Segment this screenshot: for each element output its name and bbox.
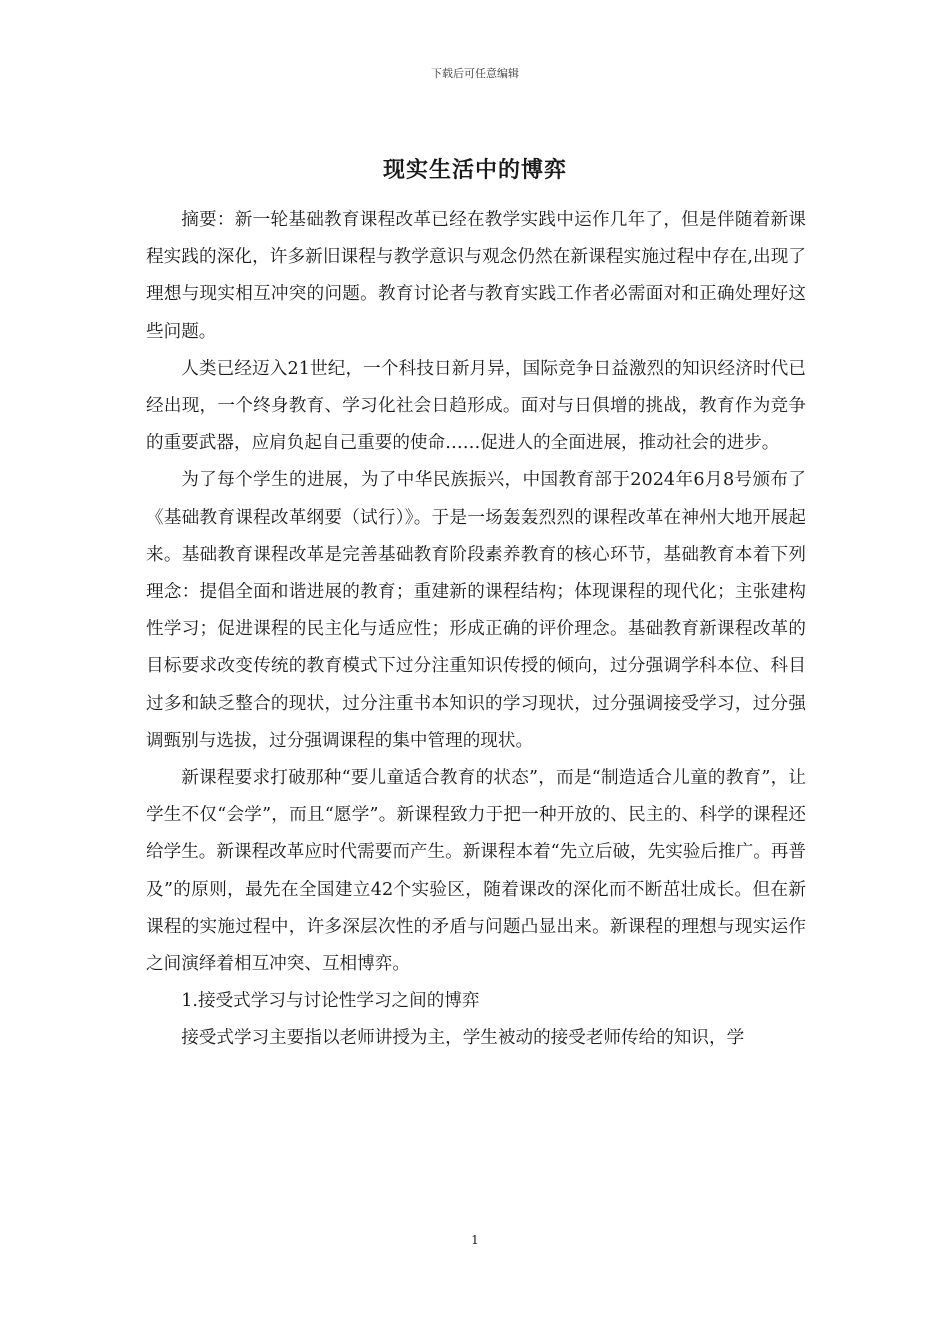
body-paragraph: 人类已经迈入21世纪，一个科技日新月异，国际竞争日益激烈的知识经济时代已经出现，一个终身教育、学习化社会日趋形成。面对与日俱增的挑战，教育作为竞争的重要武器，应肩负起自己重要的使命……促进人的全面进展，推动社会的进步。 — [146, 358, 806, 454]
page-number: 1 — [471, 1233, 479, 1247]
header-note: 下载后可任意编辑 — [431, 67, 519, 80]
document-body — [146, 202, 806, 1058]
document-title: 现实生活中的博弈 — [382, 157, 567, 183]
body-paragraph: 新课程要求打破那种“要儿童适合教育的状态”，而是“制造适合儿童的教育”，让学生不仅“会学”，而且“愿学”。新课程致力于把一种开放的、民主的、科学的课程还给学生。新课程改革应时代需要而产生。新课程本着“先立后破，先实验后推广。再普及”的原则，最先在全国建立42个实验区，随着课改的深化而不断茁壮成长。但在新课程的实施过程中，许多深层次性的矛盾与问题凸显出来。新课程的理想与现实运作之间演绎着相互冲突、互相博弈。 — [146, 768, 806, 975]
body-paragraph: 为了每个学生的进展，为了中华民族振兴，中国教育部于2024年6月8号颁布了《基础教育课程改革纲要（试行）》。于是一场轰轰烈烈的课程改革在神州大地开展起来。基础教育课程改革是完善基础教育阶段素养教育的核心环节，基础教育本着下列理念：提倡全面和谐进展的教育；重建新的课程结构；体现课程的现代化；主张建构性学习；促进课程的民主化与适应性；形成正确的评价理念。基础教育新课程改革的目标要求改变传统的教育模式下过分注重知识传授的倾向，过分强调学科本位、科目过多和缺乏整合的现状，过分注重书本知识的学习现状，过分强调接受学习，过分强调甄别与选拔，过分强调课程的集中管理的现状。 — [146, 470, 806, 751]
section-heading: 1.接受式学习与讨论性学习之间的博弈 — [181, 991, 480, 1012]
abstract-paragraph: 摘要：新一轮基础教育课程改革已经在教学实践中运作几年了，但是伴随着新课程实践的深化，许多新旧课程与教学意识与观念仍然在新课程实施过程中存在,出现了理想与现实相互冲突的问题。教育讨论者与教育实践工作者必需面对和正确处理好这些问题。 — [146, 210, 806, 342]
body-paragraph: 接受式学习主要指以老师讲授为主，学生被动的接受老师传给的知识，学 — [181, 1028, 745, 1049]
